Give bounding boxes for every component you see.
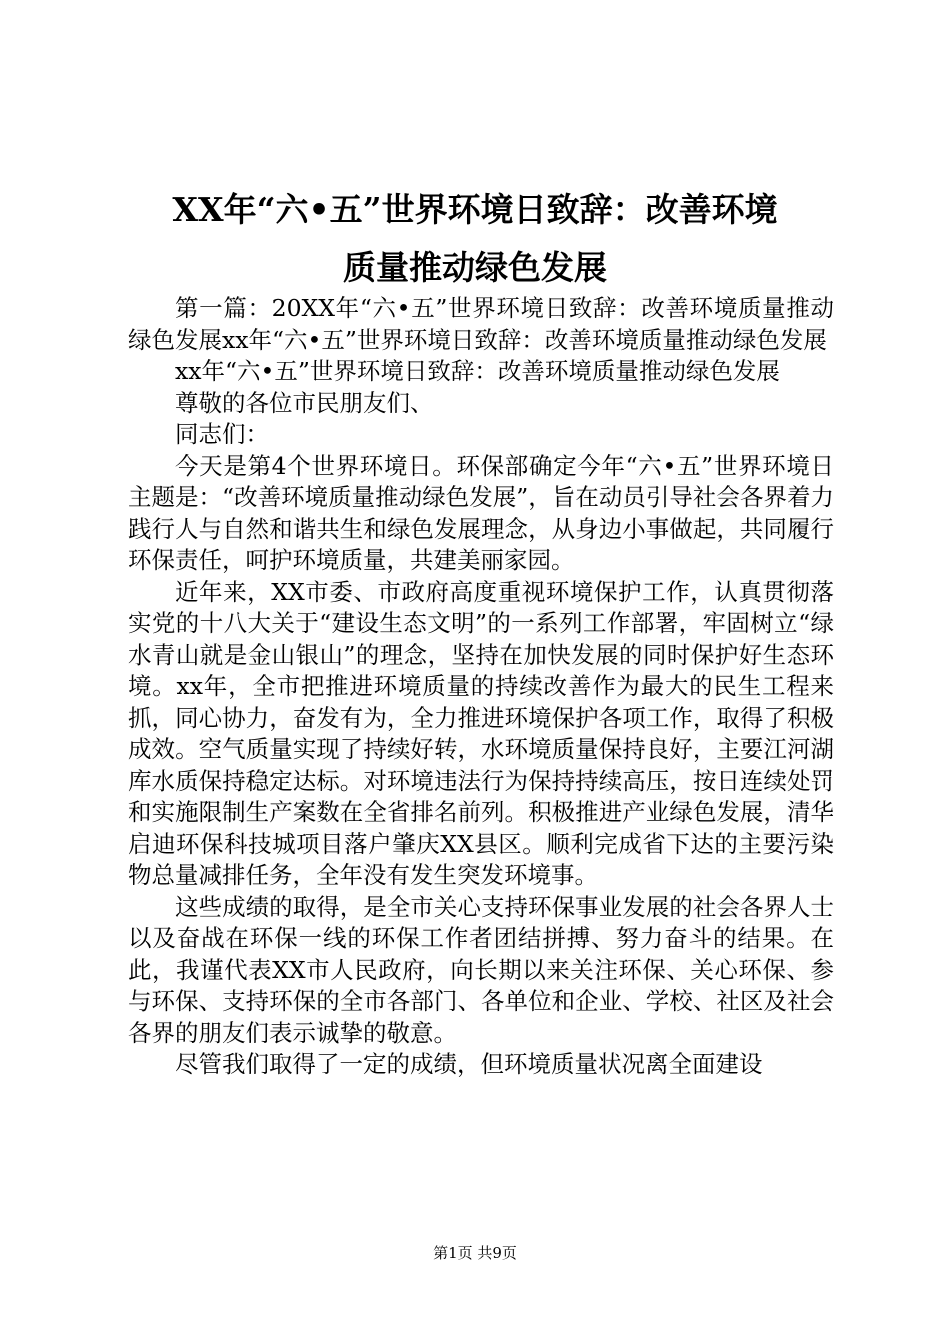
document-body	[128, 293, 834, 1081]
paragraph: 近年来，XX市委、市政府高度重视环境保护工作，认真贯彻落实党的十八大关于“建设生态文明”的一系列工作部署，牢固树立“绿水青山就是金山银山”的理念，坚持在加快发展的同时保护好生态环境。xx年，全市把推进环境质量的持续改善作为最大的民生工程来抓，同心协力，奋发有为，全力推进环境保护各项工作，取得了积极成效。空气质量实现了持续好转，水环境质量保持良好，主要江河湖库水质保持稳定达标。对环境违法行为保持持续高压，按日连续处罚和实施限制生产案数在全省排名前列。积极推进产业绿色发展，清华启迪环保科技城项目落户肇庆XX县区。顺利完成省下达的主要污染物总量减排任务，全年没有发生突发环境事。	[128, 577, 834, 889]
page-number-footer: 第1页 共9页	[433, 1244, 517, 1262]
document-title-line-1: XX年“六•五”世界环境日致辞：改善环境	[172, 190, 778, 229]
paragraph: 第一篇：20XX年“六•五”世界环境日致辞：改善环境质量推动绿色发展xx年“六•五”世界环境日致辞：改善环境质量推动绿色发展	[128, 294, 834, 354]
paragraph: 这些成绩的取得，是全市关心支持环保事业发展的社会各界人士以及奋战在环保一线的环保工作者团结拼搏、努力奋斗的结果。在此，我谨代表XX市人民政府，向长期以来关注环保、关心环保、参与环保、支持环保的全市各部门、各单位和企业、学校、社区及社会各界的朋友们表示诚挚的敬意。	[128, 892, 834, 1047]
paragraph: 今天是第4个世界环境日。环保部确定今年“六•五”世界环境日主题是：“改善环境质量推动绿色发展”，旨在动员引导社会各界着力践行人与自然和谐共生和绿色发展理念，从身边小事做起，共同履行环保责任，呵护环境质量，共建美丽家园。	[128, 451, 834, 574]
document-title-line-2: 质量推动绿色发展	[343, 248, 607, 287]
paragraph: 同志们：	[175, 420, 269, 448]
paragraph: 尽管我们取得了一定的成绩，但环境质量状况离全面建设	[175, 1050, 763, 1078]
paragraph: xx年“六•五”世界环境日致辞：改善环境质量推动绿色发展	[175, 357, 780, 385]
paragraph: 尊敬的各位市民朋友们、	[175, 388, 434, 417]
